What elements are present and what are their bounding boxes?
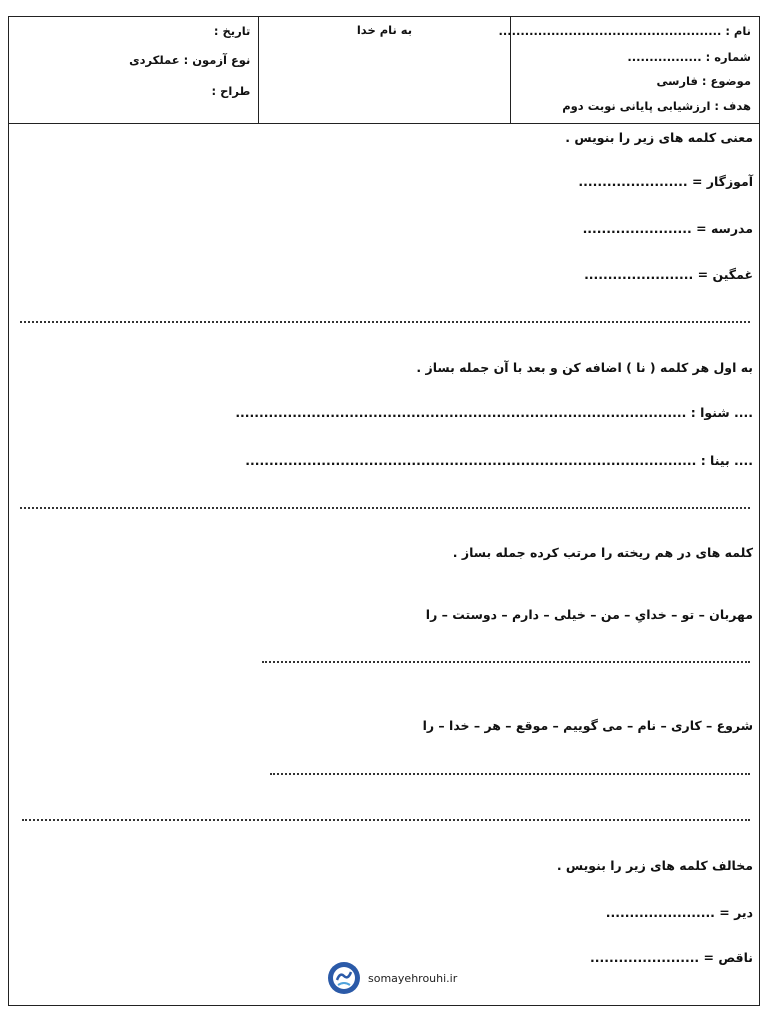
section1-item-2: مدرسه = ....................... [582,221,753,236]
basmala: به نام خدا [356,23,413,37]
answer-line-1 [262,661,750,663]
header-right-cell [498,17,759,123]
site-logo [326,960,362,996]
separator-3 [22,819,750,821]
section4-item-1: دیر = ....................... [605,905,753,920]
section2-title: به اول هر کلمه ( نا ) اضافه کن و بعد با آن جمله بساز . [416,360,753,375]
header-mid-cell [259,17,510,123]
separator-1 [20,321,750,323]
section3-item-2: شروع – کاری – نام – می گوییم – موقع – هر – خدا – را [422,718,753,733]
number-field: شماره : ................. [627,50,751,64]
site-url[interactable]: somayehrouhi.ir [368,972,458,985]
answer-line-2 [270,773,750,775]
designer-label: طراح : [211,84,251,98]
section4-item-2: ناقص = ....................... [589,950,753,965]
section2-item-1: .... شنوا : ............................................................................................... [235,405,753,420]
date-label: تاریخ : [213,24,251,38]
section3-title: کلمه های در هم ریخته را مرتب کرده جمله بساز . [452,545,753,560]
section1-item-1: آموزگار = ....................... [578,174,753,189]
section4-title: مخالف کلمه های زیر را بنویس . [556,858,753,873]
section1-title: معنی کلمه های زیر را بنویس . [565,130,753,145]
exam-type-label: نوع آزمون : عملکردی [129,53,251,67]
section1-item-3: غمگین = ....................... [584,267,753,282]
header-table [8,16,760,124]
header-left-cell [9,17,259,123]
section2-item-2: .... بینا : ............................................................................................... [245,453,753,468]
name-field: نام : ................................................... [498,24,751,38]
goal-label: هدف : ارزشیابی پایانی نوبت دوم [562,99,751,113]
separator-2 [20,507,750,509]
section3-item-1: مهربان – تو – خدایِ – من – خیلی – دارم – دوستت – را [425,607,753,622]
subject-label: موضوع : فارسی [656,74,751,88]
